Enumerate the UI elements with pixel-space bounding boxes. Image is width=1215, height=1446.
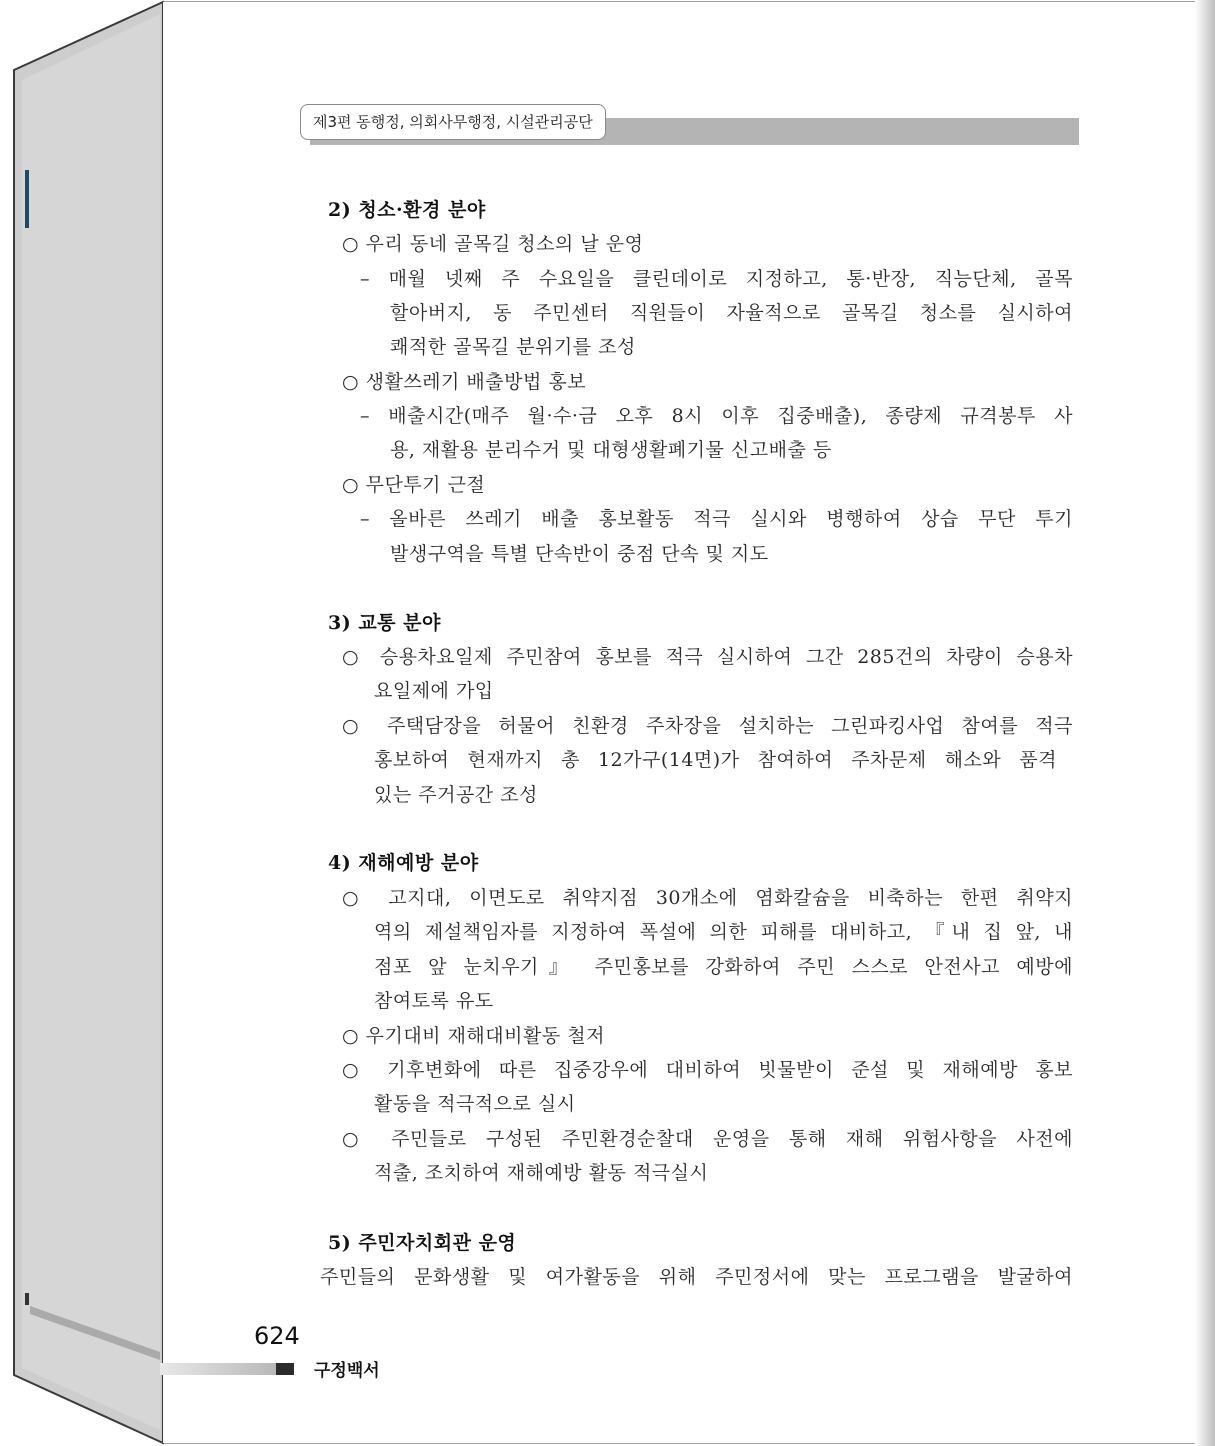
text-line: 쾌적한 골목길 분위기를 조성 <box>390 336 636 358</box>
page-edge-shadow <box>1195 0 1215 1446</box>
dash-line: – 배출시간(매주 월·수·금 오후 8시 이후 집중배출), 종량제 규격봉투 사 <box>360 405 1073 427</box>
section-heading-disaster: 4) 재해예방 분야 <box>328 852 479 874</box>
text-line: 있는 주거공간 조성 <box>374 784 538 806</box>
footer-bar <box>160 1363 294 1375</box>
text-line: 요일제에 가입 <box>374 680 494 702</box>
text-line: 홍보하여 현재까지 총 12가구(14면)가 참여하여 주차문제 해소와 품격 <box>374 749 1057 771</box>
bullet-line: ○ 고지대, 이면도로 취약지점 30개소에 염화칼슘을 비축하는 한편 취약지 <box>342 887 1073 909</box>
text-line: 적출, 조치하여 재해예방 활동 적극실시 <box>374 1162 709 1184</box>
page-number: 624 <box>254 1322 300 1350</box>
bullet-line: ○ 우리 동네 골목길 청소의 날 운영 <box>342 233 644 255</box>
text-line: 참여토록 유도 <box>374 990 494 1012</box>
text-line: 활동을 적극적으로 실시 <box>374 1093 576 1115</box>
dash-line: – 매월 넷째 주 수요일을 클린데이로 지정하고, 통·반장, 직능단체, 골목 <box>360 268 1073 290</box>
bullet-line: ○ 우기대비 재해대비활동 철저 <box>342 1025 605 1047</box>
text-line: 발생구역을 특별 단속반이 중점 단속 및 지도 <box>390 543 769 565</box>
text-line: 점포 앞 눈치우기』 주민홍보를 강화하여 주민 스스로 안전사고 예방에 <box>374 956 1073 978</box>
book-title: 구정백서 <box>314 1361 380 1381</box>
bullet-line: ○ 주택담장을 허물어 친환경 주차장을 설치하는 그린파킹사업 참여를 적극 <box>342 715 1073 737</box>
bullet-line: ○ 생활쓰레기 배출방법 홍보 <box>342 371 587 393</box>
bullet-line: ○ 기후변화에 따른 집중강우에 대비하여 빗물받이 준설 및 재해예방 홍보 <box>342 1059 1073 1081</box>
section-heading-community: 5) 주민자치회관 운영 <box>328 1232 517 1254</box>
section-heading-traffic: 3) 교통 분야 <box>328 612 441 634</box>
text-line: 용, 재활용 분리수거 및 대형생활폐기물 신고배출 등 <box>390 439 832 461</box>
bullet-line: ○ 승용차요일제 주민참여 홍보를 적극 실시하여 그간 285건의 차량이 승용차 <box>342 646 1073 668</box>
text-line: 주민들의 문화생활 및 여가활동을 위해 주민정서에 맞는 프로그램을 발굴하여 <box>320 1266 1073 1288</box>
bullet-line: ○ 주민들로 구성된 주민환경순찰대 운영을 통해 재해 위험사항을 사전에 <box>342 1128 1073 1150</box>
dash-line: – 올바른 쓰레기 배출 홍보활동 적극 실시와 병행하여 상습 무단 투기 <box>360 508 1073 530</box>
text-line: 할아버지, 동 주민센터 직원들이 자율적으로 골목길 청소를 실시하여 <box>390 302 1073 324</box>
chapter-header: 제3편 동행정, 의회사무행정, 시설관리공단 <box>300 104 606 140</box>
section-heading-cleaning: 2) 청소·환경 분야 <box>328 199 486 221</box>
bullet-line: ○ 무단투기 근절 <box>342 474 486 496</box>
text-line: 역의 제설책임자를 지정하여 폭설에 의한 피해를 대비하고, 『내 집 앞, 내 <box>374 921 1073 943</box>
